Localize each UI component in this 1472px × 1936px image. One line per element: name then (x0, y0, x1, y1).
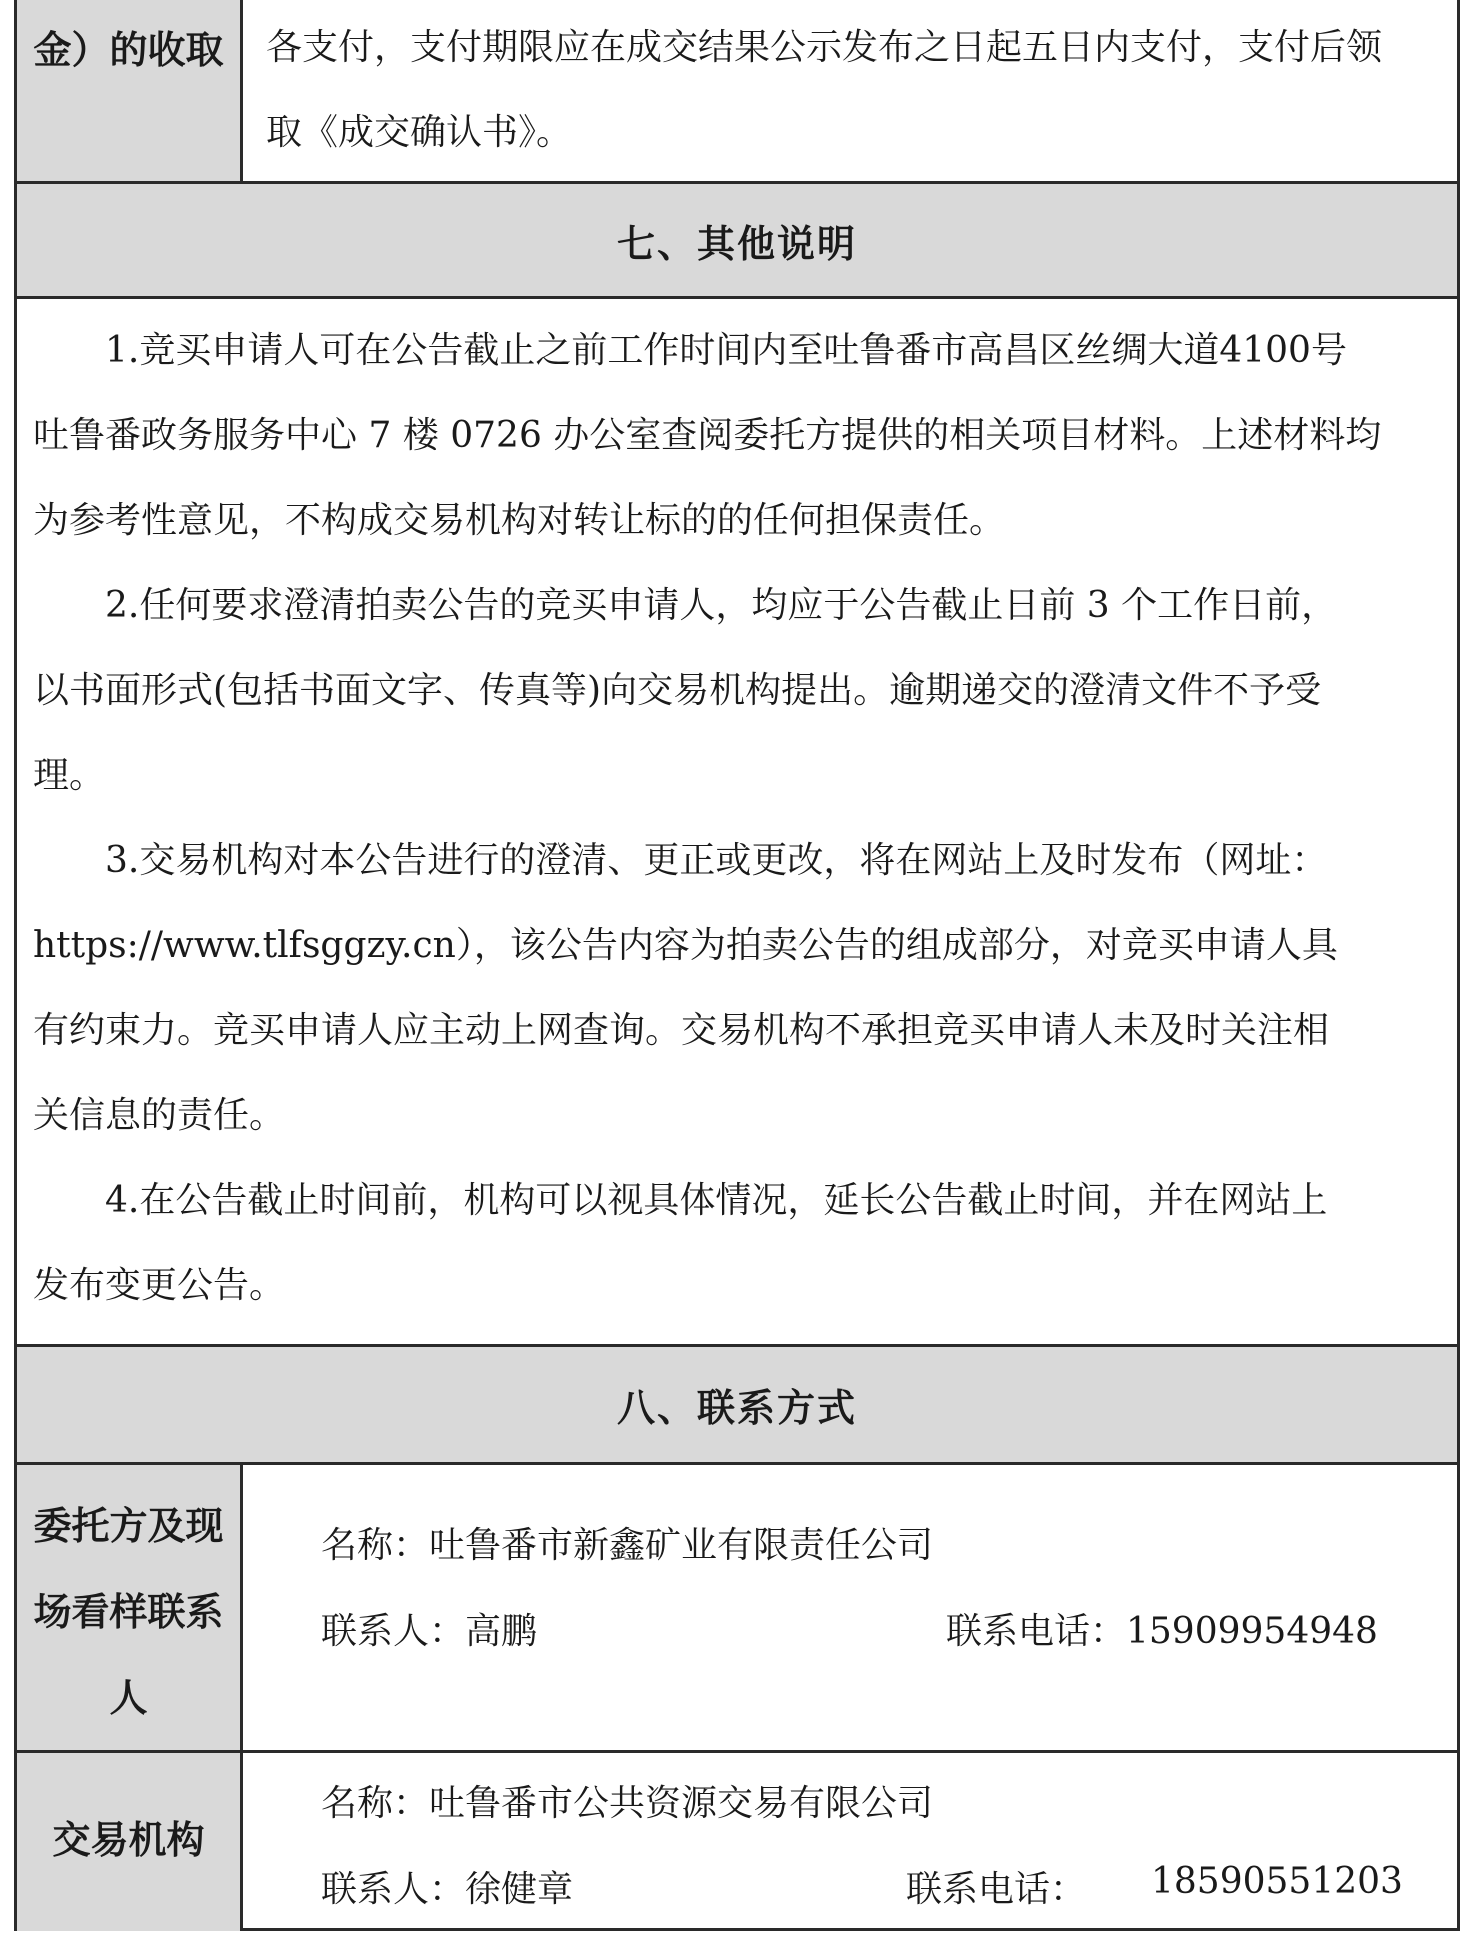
notice-table (14, 0, 1460, 1931)
note-2-line-1: 2.任何要求澄清拍卖公告的竞买申请人，均应于公告截止日前 3 个工作日前， (105, 585, 1338, 626)
section-7-title: 七、其他说明 (616, 221, 857, 266)
section-7-header (17, 184, 1457, 299)
client-label-line-1: 委托方及现 (33, 1504, 224, 1548)
client-phone: 联系电话：15909954948 (946, 1611, 1378, 1652)
note-1-line-1: 1.竞买申请人可在公告截止之前工作时间内至吐鲁番市高昌区丝绸大道4100号 (105, 330, 1347, 371)
client-label-line-3: 人 (109, 1676, 148, 1720)
agency-contact-row (17, 1753, 1457, 1931)
section-7-body (17, 299, 1457, 1347)
agency-content-cell (246, 1753, 1457, 1931)
client-contact-person: 联系人：高鹏 (321, 1611, 538, 1652)
payment-row (17, 0, 1457, 184)
note-3-line-1: 3.交易机构对本公告进行的澄清、更正或更改，将在网站上及时发布（网址： (105, 840, 1328, 881)
client-contact-row (17, 1465, 1457, 1753)
client-label-line-2: 场看样联系 (33, 1590, 224, 1634)
agency-label-cell (17, 1753, 243, 1931)
note-4-line-1: 4.在公告截止时间前，机构可以视具体情况，延长公告截止时间，并在网站上 (105, 1180, 1328, 1221)
agency-phone-label: 联系电话： (906, 1869, 1087, 1910)
note-1-line-2: 吐鲁番政务服务中心 7 楼 0726 办公室查阅委托方提供的相关项目材料。上述材料均 (33, 415, 1382, 456)
other-notes (33, 308, 1443, 1328)
payment-line-2: 取《成交确认书》。 (266, 112, 573, 153)
client-name: 名称：吐鲁番市新鑫矿业有限责任公司 (321, 1525, 934, 1566)
agency-contact-person: 联系人：徐健章 (321, 1869, 574, 1910)
agency-phone: 18590551203 (1151, 1861, 1403, 1902)
section-8-header (17, 1347, 1457, 1465)
section-8-title: 八、联系方式 (616, 1386, 857, 1430)
note-3-line-3: 有约束力。竞买申请人应主动上网查询。交易机构不承担竞买申请人未及时关注相 (33, 1010, 1330, 1051)
client-label-cell (17, 1465, 243, 1750)
payment-text (266, 5, 1443, 175)
note-2-line-2: 以书面形式(包括书面文字、传真等)向交易机构提出。逾期递交的澄清文件不予受 (33, 670, 1322, 711)
agency-name: 名称：吐鲁番市公共资源交易有限公司 (321, 1783, 934, 1824)
note-3-line-4: 关信息的责任。 (33, 1095, 286, 1136)
payment-label-cell (17, 0, 243, 181)
note-3-line-2: https://www.tlfsggzy.cn），该公告内容为拍卖公告的组成部分，对竞买申请人具 (33, 925, 1338, 966)
note-1-line-3: 为参考性意见，不构成交易机构对转让标的的任何担保责任。 (33, 500, 1006, 541)
note-4-line-2: 发布变更公告。 (33, 1265, 286, 1306)
payment-content-cell (246, 0, 1457, 181)
client-content-cell (246, 1465, 1457, 1750)
agency-label: 交易机构 (52, 1818, 205, 1862)
note-2-line-3: 理。 (33, 755, 106, 796)
payment-line-1: 各支付，支付期限应在成交结果公示发布之日起五日内支付，支付后领 (266, 27, 1383, 68)
payment-label: 金）的收取 (33, 28, 224, 72)
